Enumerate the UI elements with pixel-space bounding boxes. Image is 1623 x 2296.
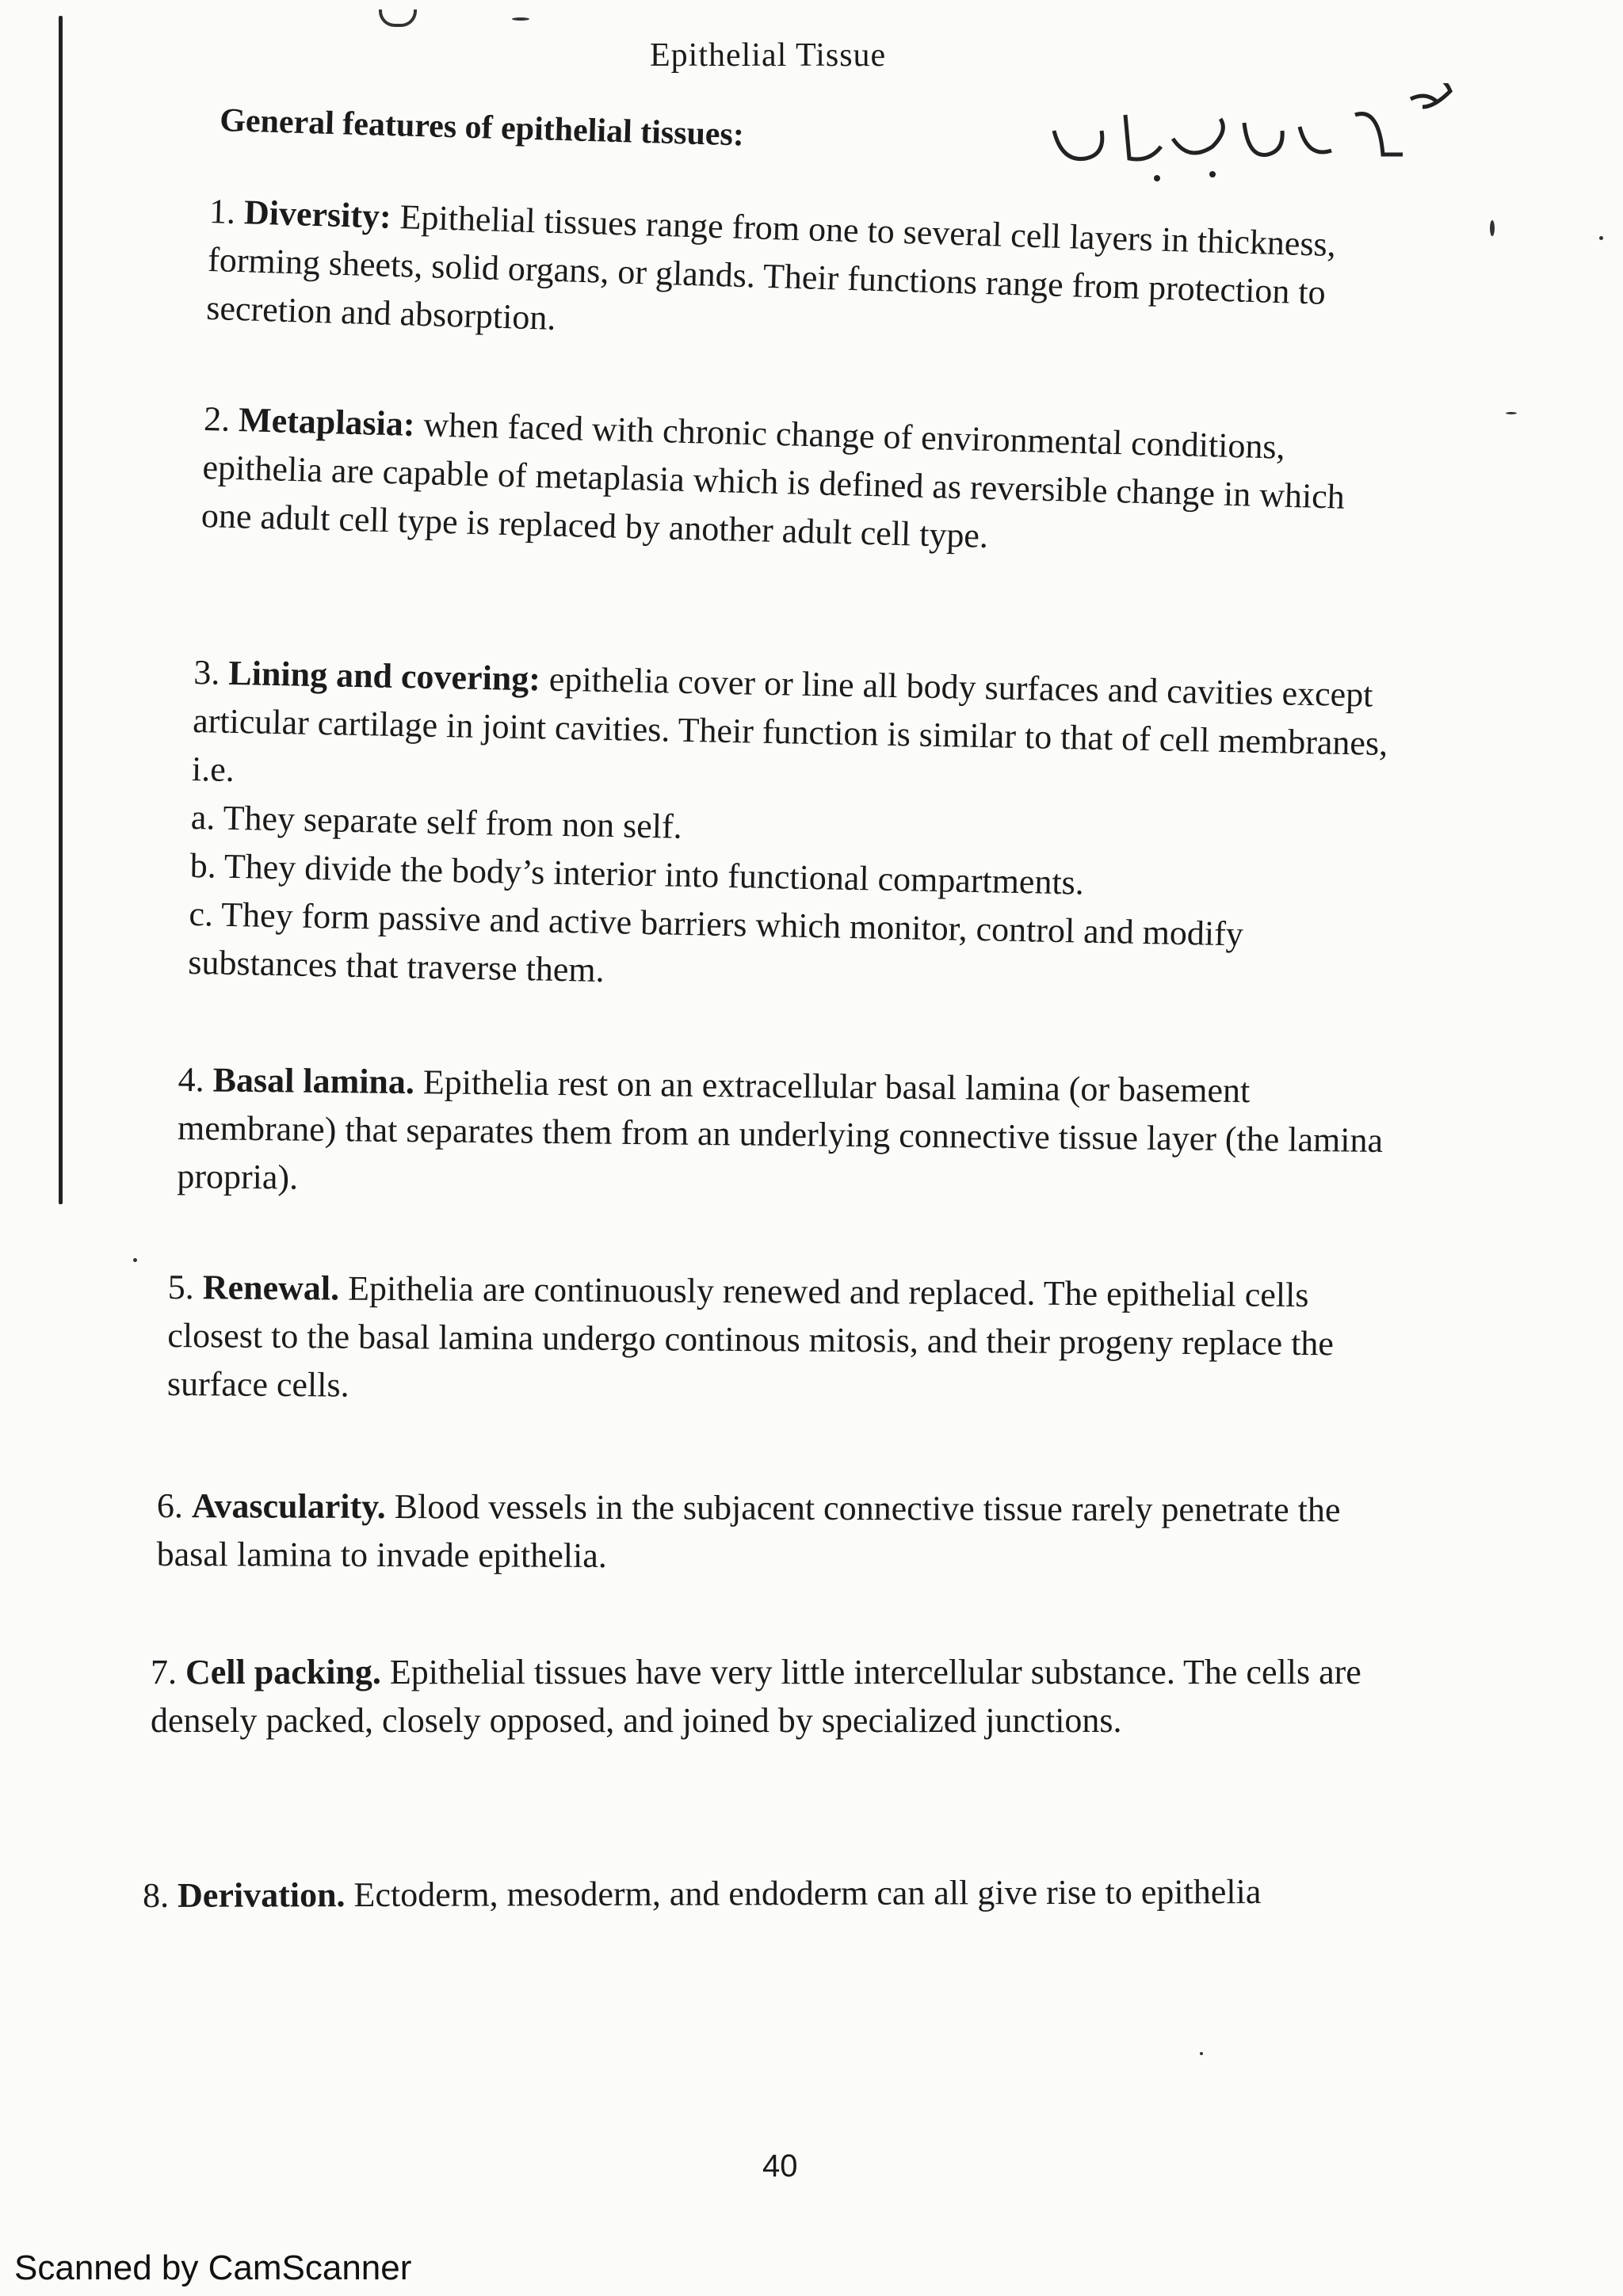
list-item: c. They form passive and active barriers which monitor, control and modify substances that traverse them. (187, 894, 1244, 990)
section-paragraph (157, 1482, 1409, 1583)
section-heading: Renewal. (202, 1268, 340, 1308)
scan-mark (1599, 236, 1603, 240)
section-heading: Diversity: (243, 193, 392, 236)
feature-section-1 (206, 187, 1391, 367)
section-heading: Basal lamina. (212, 1060, 415, 1102)
scan-mark (1506, 412, 1517, 414)
section-text: Epithelial tissues range from one to several cell layers in thickness, forming sheets, solid organs, or glands. Their functions range from protection to secretion and absorption. (205, 197, 1337, 338)
section-paragraph (143, 1867, 1411, 1920)
section-heading: Metaplasia: (238, 400, 416, 444)
section-number: 4. (178, 1059, 204, 1100)
section-heading: Avascularity. (191, 1486, 386, 1527)
section-text: Epithelial tissues have very little intercellular substance. The cells are densely packed, closely opposed, and joined by specialized junctions. (151, 1653, 1361, 1740)
section-text: Ectoderm, mesoderm, and endoderm can all give rise to epithelia (353, 1872, 1262, 1915)
section-text: when faced with chronic change of environmental conditions, epithelia are capable of metaplasia which is defined as reversible change in which one adult cell type is replaced by another adult cell type. (200, 405, 1346, 555)
feature-section-8 (143, 1867, 1411, 1920)
feature-section-3 (188, 648, 1395, 1009)
feature-section-2 (200, 395, 1392, 570)
section-text: epithelia cover or line all body surfaces and cavities except articular cartilage in joint cavities. Their function is similar to that of cell membranes, i.e. (191, 659, 1388, 789)
scanner-watermark: Scanned by CamScanner (14, 2248, 412, 2287)
scan-mark (512, 17, 529, 21)
section-paragraph (167, 1263, 1408, 1417)
section-paragraph (191, 648, 1394, 816)
page-subtitle: General features of epithelial tissues: (219, 101, 745, 154)
feature-section-5 (167, 1263, 1408, 1417)
section-paragraph (200, 395, 1392, 570)
section-number: 3. (193, 652, 220, 692)
list-item: a. They separate self from non self. (190, 797, 683, 846)
section-number: 7. (151, 1653, 177, 1691)
section-number: 2. (203, 399, 231, 439)
feature-section-6 (157, 1482, 1409, 1583)
section-paragraph (177, 1055, 1403, 1213)
handwritten-note (1030, 83, 1458, 194)
page-title: Epithelial Tissue (650, 37, 887, 74)
feature-section-7 (151, 1648, 1411, 1745)
section-text: Epithelia rest on an extracellular basal lamina (or basement membrane) that separates them from an underlying connective tissue layer (the lamina propria). (177, 1062, 1384, 1197)
scan-mark (133, 1258, 137, 1262)
section-number: 1. (208, 191, 236, 231)
list-item: b. They divide the body’s interior into functional compartments. (189, 845, 1085, 902)
section-paragraph (151, 1648, 1411, 1745)
scan-margin-line (59, 16, 63, 1204)
feature-section-4 (177, 1055, 1403, 1213)
section-number: 6. (156, 1486, 183, 1526)
scan-mark (379, 10, 417, 27)
section-heading: Lining and covering: (227, 653, 541, 699)
section-heading: Cell packing. (185, 1653, 381, 1691)
section-number: 5. (167, 1267, 194, 1307)
scan-mark (1490, 220, 1495, 236)
section-number: 8. (143, 1875, 170, 1915)
section-text: Epithelia are continuously renewed and replaced. The epithelial cells closest to the basal lamina undergo continous mitosis, and their progeny replace the surface cells. (166, 1268, 1335, 1405)
section-paragraph (206, 187, 1391, 367)
section-heading: Derivation. (178, 1875, 346, 1915)
section-text: Blood vessels in the subjacent connective tissue rarely penetrate the basal lamina to invade epithelia. (156, 1487, 1341, 1575)
page-number: 40 (762, 2149, 798, 2183)
scan-mark (1200, 2052, 1203, 2055)
